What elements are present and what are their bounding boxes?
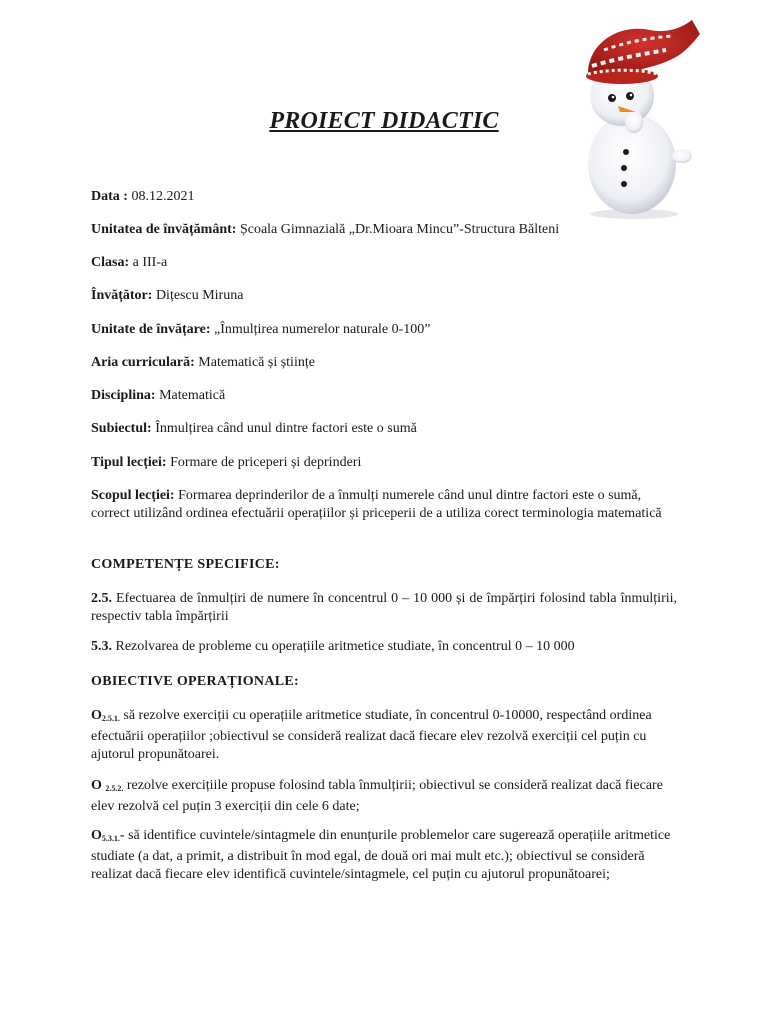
field-learning-unit: [91, 321, 431, 339]
competences-heading: COMPETENȚE SPECIFICE:: [91, 557, 280, 572]
field-label: Aria curriculară:: [91, 355, 195, 370]
field-curricular-area: [91, 354, 315, 372]
field-label: Unitatea de învățământ:: [91, 222, 237, 237]
document-title: PROIECT DIDACTIC: [269, 108, 499, 134]
field-school: [91, 221, 559, 239]
scope-label: Scopul lecției:: [91, 488, 175, 503]
field-label: Disciplina:: [91, 388, 156, 403]
objective-item: [91, 827, 677, 884]
field-value: Școala Gimnazială „Dr.Mioara Mincu”-Structura Bălteni: [239, 222, 560, 237]
field-class: [91, 254, 167, 272]
objective-text: rezolve exercițiile propuse folosind tabla înmulțirii; obiectivul se consideră realizat dacă fiecare elev rezolvă cel puțin 3 exerciții din cele 6 date;: [91, 778, 663, 814]
field-label: Clasa:: [91, 255, 130, 270]
objective-subscript: 5.3.1.: [101, 834, 120, 843]
objectives-heading: OBIECTIVE OPERAȚIONALE:: [91, 674, 299, 689]
objective-code: O: [91, 778, 106, 793]
objective-code: O: [91, 828, 102, 843]
field-value: „Înmulțirea numerelor naturale 0-100”: [214, 322, 431, 337]
field-label: Subiectul:: [91, 421, 152, 436]
field-value: 08.12.2021: [131, 189, 195, 204]
objective-subscript: 2.5.1.: [101, 714, 120, 723]
field-value: a III-a: [132, 255, 168, 270]
objective-separator: -: [119, 828, 125, 843]
competence-item: [91, 638, 677, 656]
field-value: Matematică și științe: [198, 355, 315, 370]
field-label: Data :: [91, 189, 128, 204]
field-discipline: [91, 387, 225, 405]
competence-code: 2.5.: [91, 591, 112, 606]
field-subject: [91, 420, 417, 438]
objective-code: O: [91, 708, 102, 723]
field-value: Formare de priceperi și deprinderi: [170, 455, 362, 470]
field-label: Tipul lecției:: [91, 455, 167, 470]
lesson-scope: [91, 487, 677, 523]
field-label: Unitate de învățare:: [91, 322, 211, 337]
objective-item: [91, 707, 677, 764]
field-lesson-type: [91, 454, 361, 472]
scope-text: Formarea deprinderilor de a înmulți numerele când unul dintre factori este o sumă, correct utilizând ordinea efectuării operațiilor și priceperii de a utiliza corect terminologia matematică: [91, 488, 662, 521]
competence-text: Efectuarea de înmulțiri de numere în concentrul 0 – 10 000 și de împărțiri folosind tabla înmulțirii, respectiv tabla împărțirii: [91, 591, 678, 624]
objective-text: să identifice cuvintele/sintagmele din enunțurile problemelor care sugerează operațiile aritmetice studiate (a dat, a primit, a distribuit în mod egal, de două ori mai mult etc.); obiectivul se consideră realizat dacă fiecare elev identifică cuvintele/sintagmele, cel puțin cu ajutorul propunătoarei;: [91, 828, 671, 882]
field-value: Matematică: [159, 388, 226, 403]
field-label: Învățător:: [91, 288, 153, 303]
competence-code: 5.3.: [91, 639, 112, 654]
objective-item: [91, 777, 677, 816]
objective-subscript: 2.5.2.: [105, 784, 124, 793]
field-value: Dițescu Miruna: [155, 288, 244, 303]
competence-item: [91, 590, 677, 626]
field-date: [91, 188, 194, 206]
field-value: Înmulțirea când unul dintre factori este o sumă: [155, 421, 417, 436]
objective-text: să rezolve exerciții cu operațiile aritmetice studiate, în concentrul 0-10000, respectând ordinea efectuării operațiilor ;obiectivul se consideră realizat dacă fiecare elev rezolvă exerciții cel puțin cu ajutorul propunătoarei.: [91, 708, 652, 762]
field-teacher: [91, 287, 243, 305]
competence-text: Rezolvarea de probleme cu operațiile aritmetice studiate, în concentrul 0 – 10 000: [115, 639, 575, 654]
